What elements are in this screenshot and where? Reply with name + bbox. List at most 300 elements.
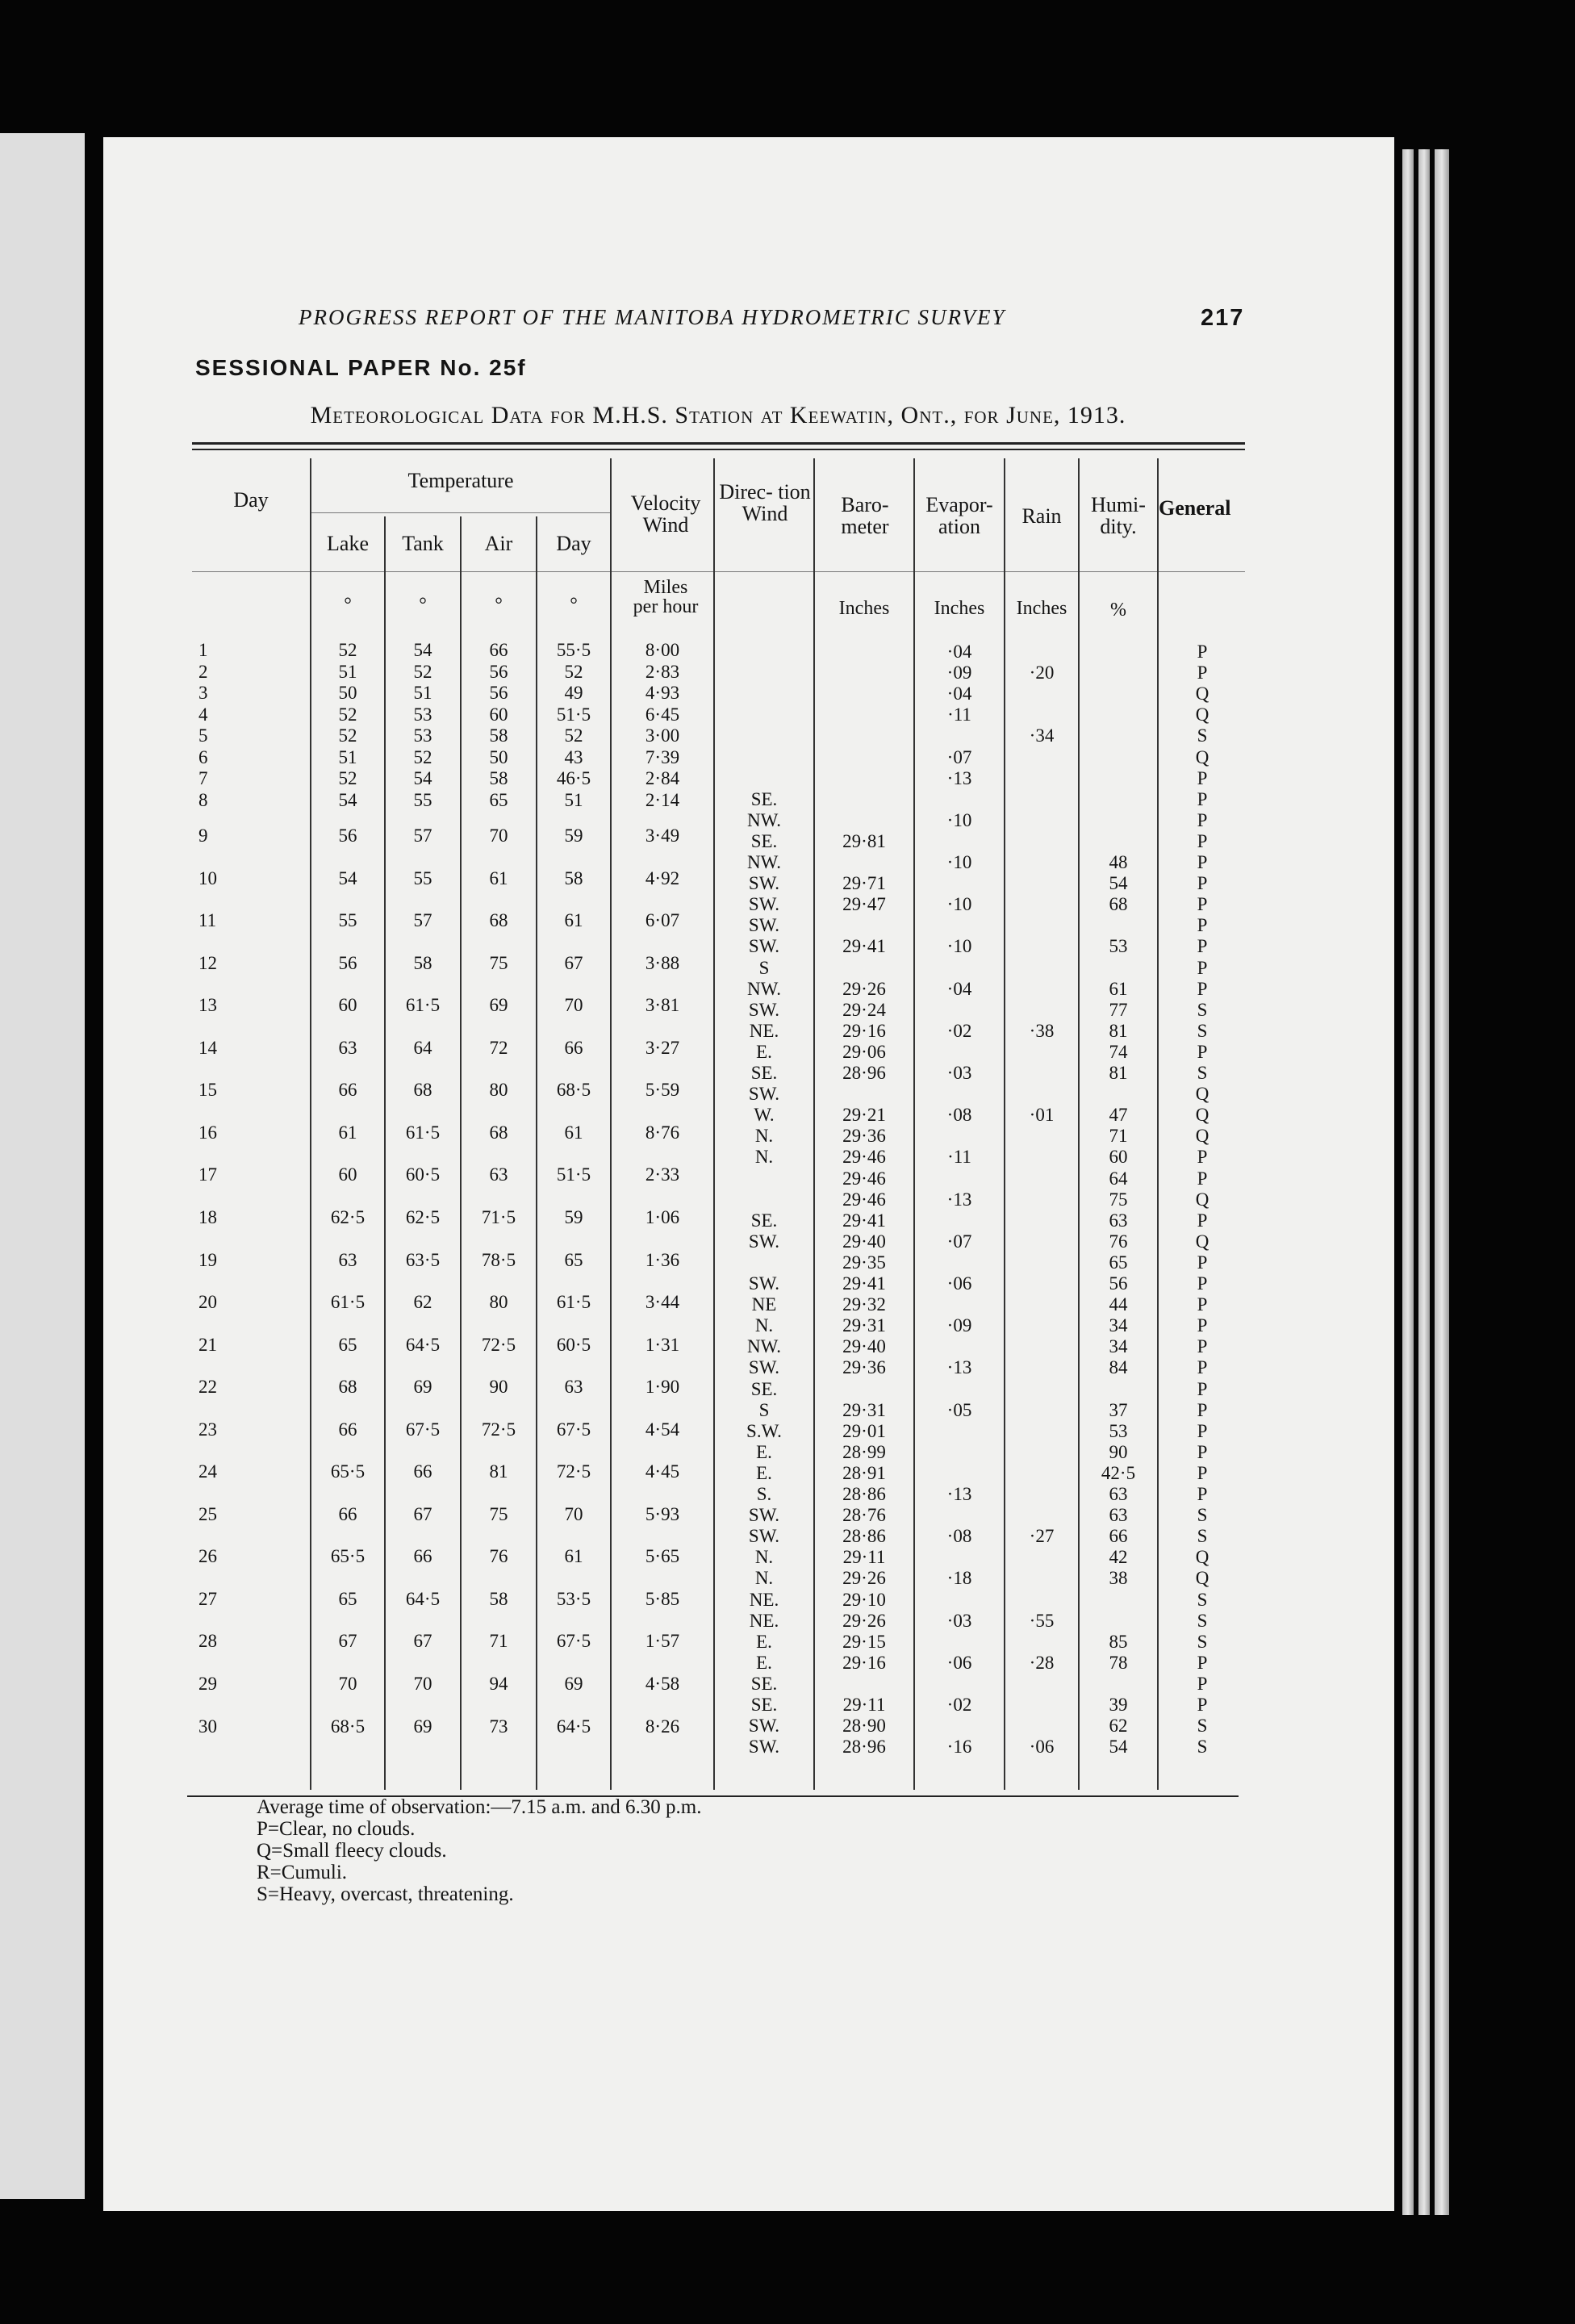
general-weather-cell: P	[1197, 873, 1208, 894]
wind-direction-cell: NE.	[749, 1020, 779, 1041]
day-temp-cell: 66	[564, 1037, 583, 1058]
lake-temp-cell: 56	[338, 826, 357, 846]
air-temp-cell: 90	[489, 1377, 508, 1398]
wind-velocity-cell: 7·39	[645, 746, 680, 767]
lake-temp-cell: 52	[338, 640, 357, 660]
air-temp-cell: 72·5	[481, 1334, 516, 1355]
general-weather-cell: P	[1197, 1695, 1208, 1715]
col-header-lake: Lake	[327, 532, 369, 555]
lake-temp-cell: 56	[338, 952, 357, 973]
tank-temp-cell: 69	[413, 1377, 432, 1398]
wind-velocity-cell: 5·59	[645, 1080, 680, 1101]
day-temp-cell: 65	[564, 1249, 583, 1270]
wind-direction-cell: E.	[756, 1631, 772, 1652]
lake-temp-cell: 62·5	[330, 1206, 366, 1227]
general-weather-cell: P	[1197, 1168, 1208, 1189]
temperature-group-rule	[311, 512, 612, 513]
general-weather-cell: Q	[1195, 746, 1209, 767]
general-weather-cell: P	[1197, 1294, 1208, 1315]
day-label: 19	[198, 1249, 217, 1270]
lake-temp-cell: 65	[338, 1588, 357, 1609]
humidity-cell: 53	[1109, 1420, 1128, 1441]
air-temp-cell: 66	[489, 640, 508, 660]
general-weather-cell: P	[1197, 809, 1208, 830]
barometer-cell: 29·40	[842, 1336, 886, 1357]
evaporation-cell: ·05	[946, 1399, 972, 1420]
wind-direction-cell: SE.	[750, 1378, 778, 1399]
wind-direction-cell: SW.	[748, 1505, 780, 1526]
day-temp-cell: 70	[564, 995, 583, 1016]
humidity-cell: 42·5	[1101, 1462, 1136, 1483]
unit-evaporation: Inches	[934, 598, 985, 619]
facing-page-edge	[0, 133, 85, 2199]
barometer-cell: 29·46	[842, 1168, 886, 1189]
day-temp-cell: 69	[564, 1674, 583, 1694]
general-weather-cell: P	[1197, 1652, 1208, 1673]
humidity-cell: 63	[1109, 1210, 1128, 1231]
lake-temp-cell: 65·5	[330, 1461, 366, 1482]
humidity-cell: 37	[1109, 1399, 1128, 1420]
col-header-air: Air	[484, 532, 513, 555]
evaporation-cell: ·10	[946, 809, 972, 830]
day-temp-cell: 63	[564, 1377, 583, 1398]
barometer-cell: 29·32	[842, 1294, 886, 1315]
humidity-cell: 47	[1109, 1105, 1128, 1126]
lake-temp-cell: 51	[338, 746, 357, 767]
barometer-cell: 29·46	[842, 1189, 886, 1210]
wind-velocity-cell: 4·45	[645, 1461, 680, 1482]
lake-temp-cell: 66	[338, 1080, 357, 1101]
day-label: 16	[198, 1122, 217, 1143]
day-temp-cell: 58	[564, 867, 583, 888]
wind-direction-cell: NE	[751, 1294, 777, 1315]
day-label: 3	[198, 683, 208, 703]
evaporation-cell: ·16	[946, 1737, 972, 1758]
unit-tank: °	[419, 595, 427, 616]
humidity-cell: 77	[1109, 999, 1128, 1020]
humidity-cell: 76	[1109, 1231, 1128, 1252]
lake-temp-cell: 61	[338, 1122, 357, 1143]
general-weather-cell: S	[1197, 725, 1208, 746]
evaporation-cell: ·13	[946, 1189, 972, 1210]
wind-direction-cell: E.	[756, 1652, 772, 1673]
air-temp-cell: 72·5	[481, 1419, 516, 1440]
general-weather-cell: S	[1197, 1505, 1208, 1526]
general-weather-cell: P	[1197, 978, 1208, 999]
tank-temp-cell: 62·5	[405, 1206, 441, 1227]
wind-velocity-cell: 2·83	[645, 661, 680, 682]
day-label: 13	[198, 995, 217, 1016]
day-label: 1	[198, 640, 208, 660]
lake-temp-cell: 51	[338, 661, 357, 682]
wind-velocity-cell: 5·93	[645, 1503, 680, 1524]
evaporation-cell: ·13	[946, 767, 972, 788]
evaporation-cell: ·10	[946, 936, 972, 957]
air-temp-cell: 80	[489, 1292, 508, 1313]
tank-temp-cell: 54	[413, 768, 432, 788]
barometer-cell: 28·99	[842, 1441, 886, 1462]
barometer-cell: 29·47	[842, 894, 886, 915]
day-label: 25	[198, 1503, 217, 1524]
humidity-cell: 54	[1109, 1737, 1128, 1758]
wind-velocity-cell: 3·49	[645, 826, 680, 846]
note-legend-q: Q=Small fleecy clouds.	[257, 1840, 447, 1862]
column-rule	[1157, 458, 1159, 1790]
evaporation-cell: ·18	[946, 1568, 972, 1589]
wind-velocity-cell: 1·36	[645, 1249, 680, 1270]
wind-velocity-cell: 2·14	[645, 789, 680, 810]
wind-direction-cell: SW.	[748, 1084, 780, 1105]
general-weather-cell: S	[1197, 1737, 1208, 1758]
day-label: 15	[198, 1080, 217, 1101]
wind-direction-cell: NE.	[749, 1610, 779, 1631]
day-label: 17	[198, 1164, 217, 1185]
wind-velocity-cell: 8·76	[645, 1122, 680, 1143]
barometer-cell: 28·91	[842, 1462, 886, 1483]
day-temp-cell: 46·5	[556, 768, 591, 788]
barometer-cell: 28·96	[842, 1737, 886, 1758]
humidity-cell: 78	[1109, 1652, 1128, 1673]
humidity-cell: 75	[1109, 1189, 1128, 1210]
lake-temp-cell: 66	[338, 1419, 357, 1440]
air-temp-cell: 61	[489, 867, 508, 888]
tank-temp-cell: 58	[413, 952, 432, 973]
tank-temp-cell: 54	[413, 640, 432, 660]
wind-direction-cell: NW.	[747, 852, 781, 872]
sessional-paper-label: SESSIONAL PAPER No. 25f	[195, 355, 527, 380]
wind-velocity-cell: 3·00	[645, 725, 680, 746]
barometer-cell: 29·46	[842, 1147, 886, 1168]
col-header-evaporation: Evapor- ation	[925, 493, 993, 538]
wind-direction-cell: E.	[756, 1041, 772, 1062]
tank-temp-cell: 60·5	[405, 1164, 441, 1185]
general-weather-cell: Q	[1195, 1084, 1209, 1105]
general-weather-cell: P	[1197, 1673, 1208, 1694]
wind-direction-cell: SW.	[748, 999, 780, 1020]
humidity-cell: 48	[1109, 852, 1128, 872]
barometer-cell: 28·96	[842, 1063, 886, 1083]
humidity-cell: 65	[1109, 1252, 1128, 1273]
wind-velocity-cell: 4·93	[645, 683, 680, 703]
barometer-cell: 29·41	[842, 1210, 886, 1231]
humidity-cell: 71	[1109, 1126, 1128, 1147]
wind-direction-cell: SW.	[748, 936, 780, 957]
wind-direction-cell: SE.	[750, 1673, 778, 1694]
day-temp-cell: 49	[564, 683, 583, 703]
air-temp-cell: 56	[489, 683, 508, 703]
general-weather-cell: S	[1197, 1589, 1208, 1610]
lake-temp-cell: 63	[338, 1037, 357, 1058]
day-temp-cell: 52	[564, 661, 583, 682]
table-top-rule	[192, 449, 1245, 450]
tank-temp-cell: 68	[413, 1080, 432, 1101]
general-weather-cell: P	[1197, 1252, 1208, 1273]
rain-cell: ·34	[1029, 725, 1055, 746]
general-weather-cell: P	[1197, 1484, 1208, 1504]
wind-direction-cell: SW.	[748, 873, 780, 894]
day-label: 22	[198, 1377, 217, 1398]
humidity-cell: 34	[1109, 1315, 1128, 1336]
wind-velocity-cell: 1·57	[645, 1631, 680, 1652]
air-temp-cell: 73	[489, 1716, 508, 1737]
evaporation-cell: ·03	[946, 1610, 972, 1631]
day-temp-cell: 52	[564, 725, 583, 746]
air-temp-cell: 75	[489, 1503, 508, 1524]
day-label: 18	[198, 1206, 217, 1227]
wind-direction-cell: NE.	[749, 1589, 779, 1610]
tank-temp-cell: 64·5	[405, 1334, 441, 1355]
general-weather-cell: P	[1197, 1147, 1208, 1168]
rain-cell: ·06	[1029, 1737, 1055, 1758]
wind-velocity-cell: 4·92	[645, 867, 680, 888]
day-temp-cell: 51	[564, 789, 583, 810]
tank-temp-cell: 64	[413, 1037, 432, 1058]
humidity-cell: 60	[1109, 1147, 1128, 1168]
day-temp-cell: 51·5	[556, 704, 591, 725]
lake-temp-cell: 52	[338, 768, 357, 788]
day-label: 23	[198, 1419, 217, 1440]
wind-direction-cell: N.	[754, 1547, 774, 1568]
wind-direction-cell: N.	[754, 1315, 774, 1336]
barometer-cell: 29·26	[842, 1610, 886, 1631]
wind-direction-cell: SW.	[748, 894, 780, 915]
lake-temp-cell: 67	[338, 1631, 357, 1652]
barometer-cell: 29·36	[842, 1126, 886, 1147]
wind-velocity-cell: 5·65	[645, 1546, 680, 1567]
wind-direction-cell: N.	[754, 1147, 774, 1168]
unit-rain: Inches	[1016, 598, 1067, 619]
wind-direction-cell: SW.	[748, 1273, 780, 1294]
wind-direction-cell: S.W.	[746, 1420, 782, 1441]
day-label: 27	[198, 1588, 217, 1609]
wind-velocity-cell: 1·06	[645, 1206, 680, 1227]
humidity-cell: 53	[1109, 936, 1128, 957]
col-header-humidity: Humi- dity.	[1091, 493, 1146, 538]
lake-temp-cell: 68·5	[330, 1716, 366, 1737]
general-weather-cell: S	[1197, 1020, 1208, 1041]
wind-direction-cell: SW.	[748, 1526, 780, 1547]
day-label: 30	[198, 1716, 217, 1737]
wind-direction-cell: N.	[754, 1568, 774, 1589]
tank-temp-cell: 52	[413, 746, 432, 767]
day-temp-cell: 61	[564, 1546, 583, 1567]
wind-velocity-cell: 2·33	[645, 1164, 680, 1185]
lake-temp-cell: 50	[338, 683, 357, 703]
evaporation-cell: ·07	[946, 746, 972, 767]
day-temp-cell: 59	[564, 826, 583, 846]
day-temp-cell: 59	[564, 1206, 583, 1227]
rain-cell: ·28	[1029, 1652, 1055, 1673]
day-temp-cell: 67	[564, 952, 583, 973]
note-observation-time: Average time of observation:—7.15 a.m. and 6.30 p.m.	[257, 1796, 702, 1818]
day-label: 21	[198, 1334, 217, 1355]
wind-direction-cell: W.	[754, 1105, 775, 1126]
evaporation-cell: ·11	[947, 704, 971, 725]
humidity-cell: 63	[1109, 1505, 1128, 1526]
lake-temp-cell: 68	[338, 1377, 357, 1398]
evaporation-cell: ·04	[946, 642, 972, 662]
note-legend-r: R=Cumuli.	[257, 1862, 348, 1883]
col-header-velocity: Velocity Wind	[630, 491, 701, 537]
wind-velocity-cell: 6·07	[645, 910, 680, 931]
wind-direction-cell: SE.	[750, 1695, 778, 1715]
header-bottom-rule	[192, 571, 1245, 572]
wind-direction-cell: SW.	[748, 1357, 780, 1378]
general-weather-cell: S	[1197, 1716, 1208, 1737]
wind-velocity-cell: 1·90	[645, 1377, 680, 1398]
table-notes	[257, 1796, 702, 1905]
wind-direction-cell: SW.	[748, 915, 780, 936]
tank-temp-cell: 55	[413, 789, 432, 810]
humidity-cell: 42	[1109, 1547, 1128, 1568]
unit-barometer: Inches	[838, 598, 890, 619]
note-legend-s: S=Heavy, overcast, threatening.	[257, 1883, 514, 1905]
col-header-day-temp: Day	[556, 532, 591, 555]
barometer-cell: 29·36	[842, 1357, 886, 1378]
wind-velocity-cell: 3·44	[645, 1292, 680, 1313]
air-temp-cell: 71	[489, 1631, 508, 1652]
col-header-rain: Rain	[1021, 504, 1062, 528]
evaporation-cell: ·04	[946, 683, 972, 704]
humidity-cell: 63	[1109, 1484, 1128, 1504]
tank-temp-cell: 61·5	[405, 1122, 441, 1143]
general-weather-cell: P	[1197, 642, 1208, 662]
evaporation-cell: ·10	[946, 852, 972, 872]
day-label: 29	[198, 1674, 217, 1694]
day-temp-cell: 67·5	[556, 1419, 591, 1440]
wind-velocity-cell: 3·88	[645, 952, 680, 973]
air-temp-cell: 80	[489, 1080, 508, 1101]
tank-temp-cell: 53	[413, 725, 432, 746]
barometer-cell: 29·31	[842, 1315, 886, 1336]
general-weather-cell: P	[1197, 852, 1208, 872]
rain-cell: ·38	[1029, 1020, 1055, 1041]
page-edge-shadow	[1435, 149, 1449, 2215]
general-weather-cell: Q	[1195, 1126, 1209, 1147]
tank-temp-cell: 53	[413, 704, 432, 725]
day-temp-cell: 70	[564, 1503, 583, 1524]
barometer-cell: 29·06	[842, 1041, 886, 1062]
humidity-cell: 90	[1109, 1441, 1128, 1462]
general-weather-cell: Q	[1195, 1568, 1209, 1589]
day-temp-cell: 67·5	[556, 1631, 591, 1652]
day-label: 10	[198, 867, 217, 888]
general-weather-cell: S	[1197, 1063, 1208, 1083]
day-temp-cell: 64·5	[556, 1716, 591, 1737]
general-weather-cell: P	[1197, 1441, 1208, 1462]
day-label: 12	[198, 952, 217, 973]
air-temp-cell: 50	[489, 746, 508, 767]
day-label: 26	[198, 1546, 217, 1567]
general-weather-cell: S	[1197, 1526, 1208, 1547]
day-temp-cell: 60·5	[556, 1334, 591, 1355]
air-temp-cell: 68	[489, 910, 508, 931]
table-title: Meteorological Data for M.H.S. Station at Keewatin, Ont., for June, 1913.	[310, 402, 1126, 428]
barometer-cell: 29·26	[842, 978, 886, 999]
general-weather-cell: P	[1197, 1462, 1208, 1483]
barometer-cell: 29·35	[842, 1252, 886, 1273]
barometer-cell: 28·86	[842, 1484, 886, 1504]
air-temp-cell: 69	[489, 995, 508, 1016]
page-number: 217	[1201, 305, 1245, 331]
wind-direction-cell: S	[758, 957, 770, 978]
general-weather-cell: S	[1197, 1631, 1208, 1652]
day-label: 11	[198, 910, 217, 931]
air-temp-cell: 71·5	[481, 1206, 516, 1227]
day-label: 2	[198, 661, 208, 682]
humidity-cell: 38	[1109, 1568, 1128, 1589]
wind-direction-cell: SE.	[750, 1063, 778, 1083]
day-temp-cell: 43	[564, 746, 583, 767]
day-temp-cell: 53·5	[556, 1588, 591, 1609]
tank-temp-cell: 63·5	[405, 1249, 441, 1270]
general-weather-cell: P	[1197, 767, 1208, 788]
lake-temp-cell: 54	[338, 867, 357, 888]
air-temp-cell: 72	[489, 1037, 508, 1058]
tank-temp-cell: 67	[413, 1631, 432, 1652]
barometer-cell: 29·41	[842, 1273, 886, 1294]
general-weather-cell: P	[1197, 1399, 1208, 1420]
wind-direction-cell: SE.	[750, 830, 778, 851]
barometer-cell: 29·31	[842, 1399, 886, 1420]
day-temp-cell: 61	[564, 1122, 583, 1143]
general-weather-cell: Q	[1195, 1105, 1209, 1126]
humidity-cell: 81	[1109, 1020, 1128, 1041]
rain-cell: ·27	[1029, 1526, 1055, 1547]
wind-direction-cell: N.	[754, 1126, 774, 1147]
general-weather-cell: Q	[1195, 683, 1209, 704]
evaporation-cell: ·11	[947, 1147, 971, 1168]
tank-temp-cell: 52	[413, 661, 432, 682]
general-weather-cell: P	[1197, 663, 1208, 683]
general-weather-cell: Q	[1195, 1231, 1209, 1252]
wind-velocity-cell: 8·00	[645, 640, 680, 660]
running-head: PROGRESS REPORT OF THE MANITOBA HYDROMETRIC SURVEY	[299, 305, 1006, 329]
barometer-cell: 29·16	[842, 1652, 886, 1673]
tank-temp-cell: 55	[413, 867, 432, 888]
general-weather-cell: S	[1197, 1610, 1208, 1631]
evaporation-cell: ·10	[946, 894, 972, 915]
general-weather-cell: P	[1197, 915, 1208, 936]
lake-temp-cell: 65·5	[330, 1546, 366, 1567]
wind-direction-cell: SW.	[748, 1716, 780, 1737]
wind-velocity-cell: 1·31	[645, 1334, 680, 1355]
general-weather-cell: P	[1197, 1357, 1208, 1378]
wind-direction-cell: NW.	[747, 809, 781, 830]
lake-temp-cell: 60	[338, 995, 357, 1016]
humidity-cell: 61	[1109, 978, 1128, 999]
general-weather-cell: Q	[1195, 1547, 1209, 1568]
wind-velocity-cell: 6·45	[645, 704, 680, 725]
humidity-cell: 54	[1109, 873, 1128, 894]
day-temp-cell: 55·5	[556, 640, 591, 660]
air-temp-cell: 94	[489, 1674, 508, 1694]
tank-temp-cell: 67·5	[405, 1419, 441, 1440]
tank-temp-cell: 51	[413, 683, 432, 703]
general-weather-cell: P	[1197, 936, 1208, 957]
evaporation-cell: ·13	[946, 1484, 972, 1504]
day-label: 14	[198, 1037, 217, 1058]
humidity-cell: 84	[1109, 1357, 1128, 1378]
lake-temp-cell: 52	[338, 725, 357, 746]
wind-velocity-cell: 2·84	[645, 768, 680, 788]
air-temp-cell: 70	[489, 826, 508, 846]
day-label: 4	[198, 704, 208, 725]
barometer-cell: 28·86	[842, 1526, 886, 1547]
barometer-cell: 29·16	[842, 1020, 886, 1041]
day-label: 24	[198, 1461, 217, 1482]
col-header-general: General	[1159, 496, 1231, 520]
